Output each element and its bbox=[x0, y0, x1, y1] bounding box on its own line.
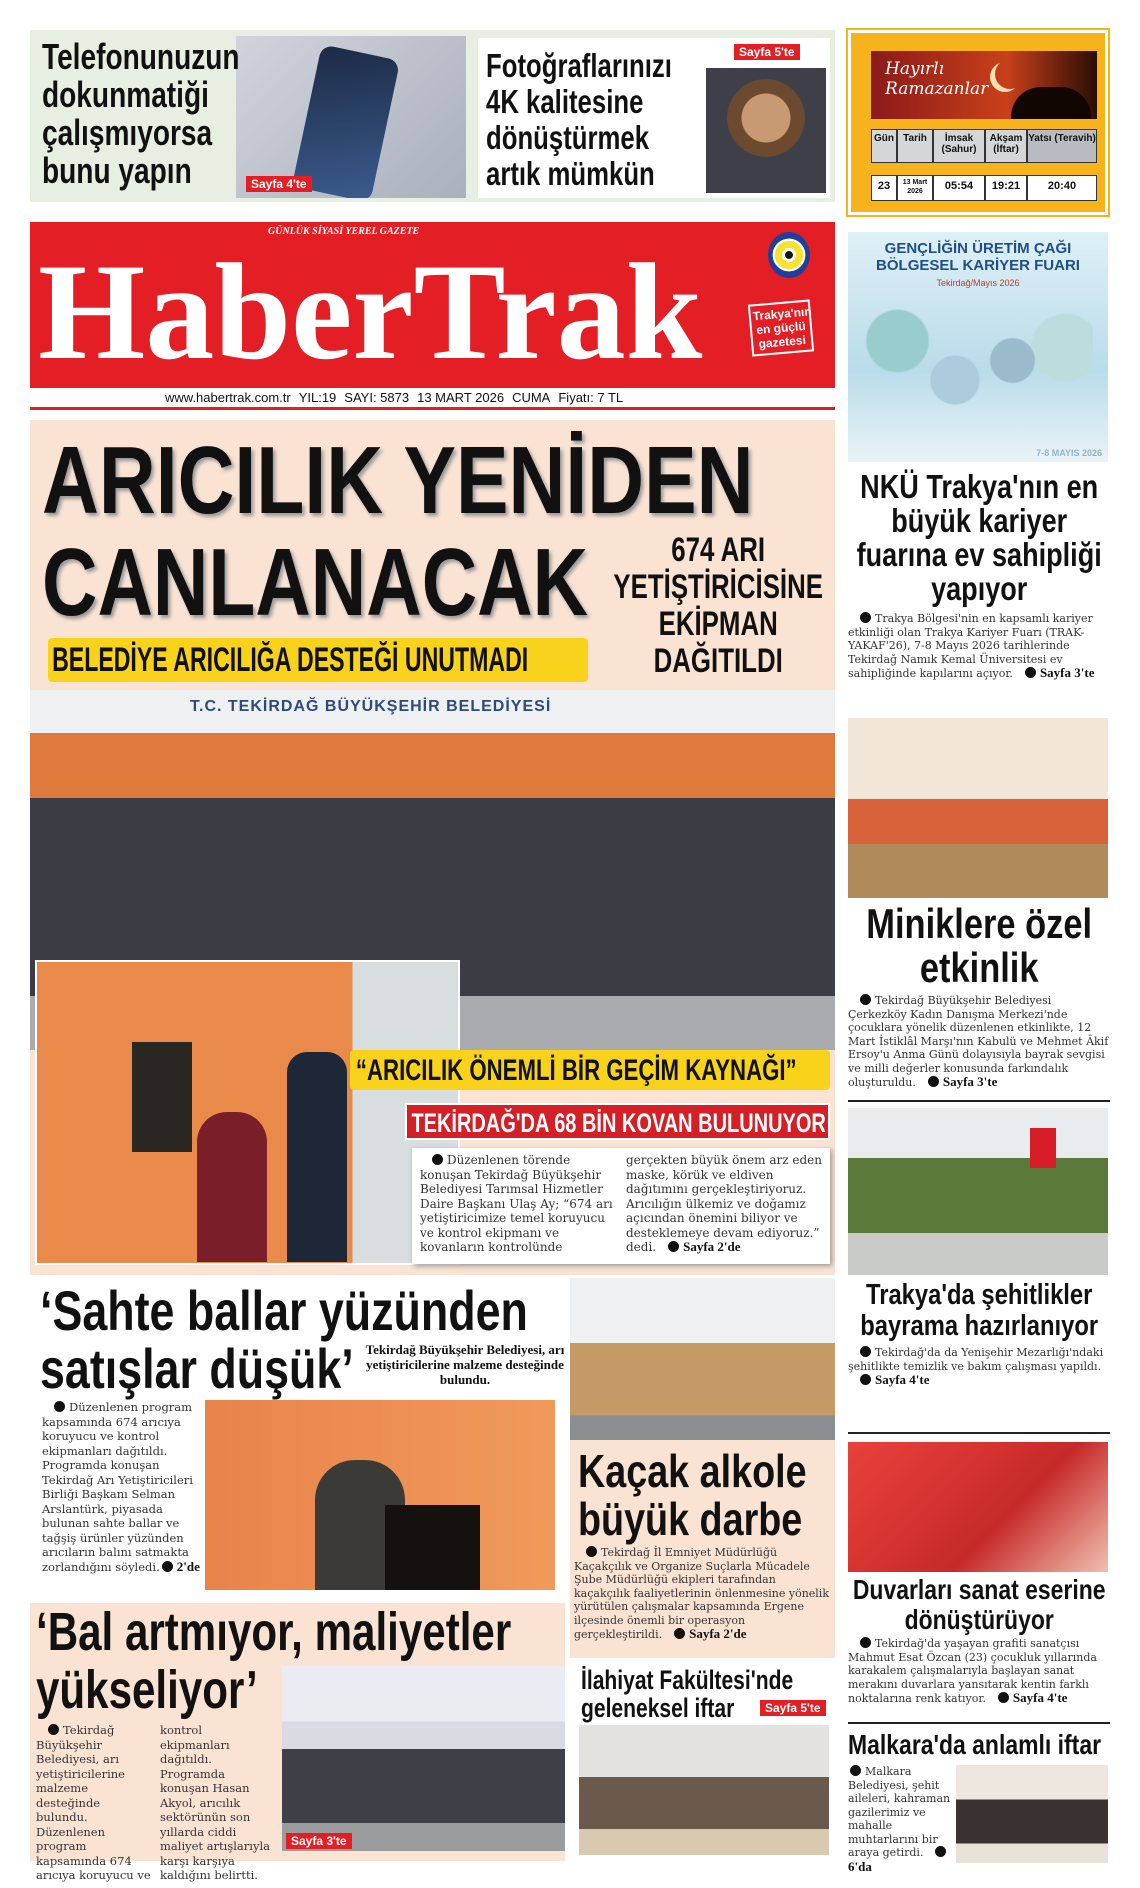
body-text: Tekirdağ Büyükşehir Belediyesi, arı yetiştiricilerine malzeme desteğinde bulundu. Düzenlenen program kapsamında 674 arıcıya koruyucu ve bbox=[36, 1723, 151, 1882]
story-headline: İlahiyat Fakültesi'nde bbox=[581, 1665, 794, 1695]
page-ref[interactable]: Sayfa 3'te bbox=[942, 1074, 998, 1089]
weekday: CUMA bbox=[512, 390, 551, 405]
bullet-icon bbox=[860, 1637, 871, 1648]
sub-band bbox=[48, 638, 588, 682]
bullet-icon bbox=[162, 1561, 173, 1572]
tagline: GÜNLÜK SİYASİ YEREL GAZETE bbox=[268, 226, 420, 237]
body-text: Trakya Bölgesi'nin en kapsamlı kariyer etkinliği olan Trakya Kariyer Fuarı (TRAK-YAKAF'26), 7-8 Mayıs 2026 tarihlerinde Tekirdağ Namık Kemal Üniversitesi ev sahipliğinde kapılarını açıyor. bbox=[848, 612, 1093, 680]
table-cell: 05:54 bbox=[933, 175, 985, 201]
evil-eye-icon bbox=[768, 232, 810, 278]
bullet-icon bbox=[860, 1346, 871, 1357]
promo-title-line: Fotoğraflarınızı bbox=[486, 47, 672, 84]
logo[interactable]: HaberTrak bbox=[38, 235, 703, 388]
ramadan-row bbox=[871, 175, 1097, 201]
iftar-photo bbox=[579, 1725, 829, 1855]
ramadan-table bbox=[871, 129, 1097, 163]
promo-photo-4k[interactable] bbox=[478, 38, 830, 198]
bullet-icon bbox=[860, 994, 871, 1005]
bullet-icon bbox=[48, 1724, 59, 1735]
table-header: Gün bbox=[871, 129, 897, 163]
crowd-photo bbox=[282, 1666, 565, 1851]
side-deck-line: YETİŞTİRİCİSİNE bbox=[613, 568, 824, 606]
masthead bbox=[30, 222, 835, 388]
story-malkara[interactable] bbox=[848, 1727, 1110, 1874]
bullet-icon bbox=[998, 1692, 1009, 1703]
table-header: Tarih bbox=[897, 129, 933, 163]
bullet-icon bbox=[935, 1846, 946, 1857]
ad-subtitle: Tekirdağ/Mayıs 2026 bbox=[936, 278, 1020, 288]
promo-page-ref[interactable]: Sayfa 4'te bbox=[246, 176, 312, 192]
ramadan-title: Ramazanlar bbox=[885, 79, 989, 99]
body-text: Tekirdağ'da yaşayan grafiti sanatçısı Mahmut Esat Özcan (23) çocukluk yıllarında karakalem çalışmalarıyla başlayan sanat merakını duvarlara yansıtarak kentin farklı noktalarına renk katıyor. bbox=[848, 1637, 1097, 1705]
table-header: Yatsı (Teravih) bbox=[1027, 129, 1097, 163]
crescent-icon bbox=[995, 59, 1025, 89]
ad-title: BÖLGESEL KARİYER FUARI bbox=[876, 257, 1080, 274]
issue-info-line bbox=[30, 388, 835, 410]
story-sehitlik[interactable] bbox=[848, 1280, 1110, 1388]
quote-text: “ARICILIK ÖNEMLİ BİR GEÇİM KAYNAĞI” bbox=[355, 1054, 797, 1087]
website-link[interactable]: www.habertrak.com.tr bbox=[165, 390, 291, 405]
story-headline: satışlar düşük’ bbox=[40, 1337, 354, 1400]
career-fair-ad[interactable] bbox=[848, 232, 1108, 462]
divider bbox=[848, 1722, 1110, 1724]
body-text: kontrol ekipmanları dağıtıldı. Programda konuşan Hasan Akyol, arıcılık sektörünün son yıllarda ciddi maliyet artışlarıyla karşı karşıya kaldığını belirtti. bbox=[160, 1723, 270, 1882]
body-text: Malkara Belediyesi, şehit aileleri, kahraman gazilerimiz ve mahalle muhtarlarını bir araya getirdi. bbox=[848, 1765, 951, 1859]
warehouse-photo bbox=[570, 1278, 835, 1440]
promo-title-line: dönüştürmek bbox=[486, 119, 650, 156]
graffiti-photo bbox=[848, 1442, 1108, 1572]
body-text: gerçekten büyük önem arz eden maske, körük ve eldiven dağıtımını gerçekleştiriyoruz. Arıcılığın ülkemiz ve doğamız açıcından önemini biliyor ve desteklemeye devam ediyoruz.” dedi. bbox=[626, 1153, 822, 1254]
promo-title-line: dokunmatiği bbox=[42, 74, 209, 115]
main-story[interactable] bbox=[30, 420, 835, 1275]
story-headline: büyük darbe bbox=[578, 1493, 803, 1545]
side-deck bbox=[608, 532, 828, 680]
bullet-icon bbox=[860, 612, 871, 623]
table-header: Akşam (İftar) bbox=[985, 129, 1027, 163]
promo-title-line: Telefonunuzun bbox=[42, 36, 240, 77]
page-ref[interactable]: Sayfa 2'de bbox=[689, 1626, 747, 1641]
issue-number: SAYI: 5873 bbox=[344, 390, 410, 405]
quote-band bbox=[350, 1050, 830, 1090]
page-ref[interactable]: Sayfa 2'de bbox=[683, 1239, 741, 1254]
story-headline: Duvarları sanat eserine dönüştürüyor bbox=[852, 1574, 1106, 1635]
story-deck: Tekirdağ Büyükşehir Belediyesi, arı yetiştiricilerine malzeme desteğinde bulundu. bbox=[365, 1342, 565, 1387]
story-headline: Malkara'da anlamlı iftar bbox=[848, 1729, 1102, 1760]
faces-illustration bbox=[863, 302, 1093, 432]
speaker-photo bbox=[205, 1400, 555, 1590]
red-bar-text: TEKİRDAĞ'DA 68 BİN KOVAN BULUNUYOR bbox=[411, 1108, 826, 1138]
promo-title-line: bunu yapın bbox=[42, 150, 192, 191]
bullet-icon bbox=[1025, 667, 1036, 678]
red-bar bbox=[405, 1103, 830, 1140]
table-header: İmsak (Sahur) bbox=[933, 129, 985, 163]
divider bbox=[848, 1432, 1110, 1434]
classroom-photo bbox=[848, 718, 1108, 898]
story-ilahiyat[interactable] bbox=[575, 1665, 833, 1860]
story-bal-artmiyor[interactable] bbox=[30, 1602, 565, 1882]
bullet-icon bbox=[850, 1765, 861, 1776]
ramadan-times-box bbox=[848, 30, 1108, 215]
promo-title-line: çalışmıyorsa bbox=[42, 112, 213, 153]
body-text: Tekirdağ Büyükşehir Belediyesi Çerkezköy Kadın Danışma Merkezi'nde çocuklara yönelik düzenlenen etkinlikte, 12 Mart İstiklâl Marşı'nın Kabulü ve Mehmet Âkif Ersoy'u Anma Günü dolayısıyla bayrak sevgisi ve milli değerler konusunda farkındalık oluşturuldu. bbox=[848, 994, 1109, 1089]
mosque-silhouette-icon bbox=[1011, 87, 1091, 119]
bullet-icon bbox=[860, 1374, 871, 1385]
story-kacak-alkol[interactable] bbox=[570, 1278, 835, 1658]
story-headline: Miniklere özel etkinlik bbox=[866, 900, 1093, 991]
body-text: Tekirdağ İl Emniyet Müdürlüğü Kaçakçılık ve Organize Suçlarla Mücadele Şube Müdürlüğü ekipleri tarafından kaçakçılık faaliyetlerinin önlenmesine yönelik yürütülen çalışmalar kapsamında Ergene ilçesinde önemli bir operasyon gerçekleştirildi. bbox=[574, 1546, 829, 1641]
story-miniklere[interactable] bbox=[848, 902, 1110, 1090]
page-ref[interactable]: Sayfa 4'te bbox=[875, 1372, 930, 1387]
body-text: Düzenlenen törende konuşan Tekirdağ Büyükşehir Belediyesi Tarımsal Hizmetler Daire Başkanı Ulaş Ay; “674 arı yetiştiricimize temel koruyucu ve kontrol ekipmanı ve kovanların kontrolünde bbox=[420, 1153, 613, 1254]
table-cell: 19:21 bbox=[985, 175, 1027, 201]
bullet-icon bbox=[928, 1076, 939, 1087]
bullet-icon bbox=[668, 1241, 679, 1252]
promo-title-line: artık mümkün bbox=[486, 155, 655, 192]
table-cell: 13 Mart 2026 bbox=[897, 175, 933, 201]
story-duvar[interactable] bbox=[848, 1575, 1110, 1706]
page-ref[interactable]: Sayfa 4'te bbox=[1012, 1690, 1068, 1705]
page-ref[interactable]: Sayfa 3'te bbox=[286, 1833, 352, 1849]
flag-icon bbox=[1030, 1128, 1056, 1168]
side-deck-line: DAĞITILDI bbox=[653, 642, 783, 680]
story-sahte-ballar[interactable] bbox=[30, 1280, 565, 1595]
slogan-badge: Trakya'nın en güçlü gazetesi bbox=[748, 299, 814, 356]
table-cell: 20:40 bbox=[1027, 175, 1097, 201]
portrait-photo bbox=[706, 68, 826, 193]
story-nku[interactable] bbox=[848, 470, 1110, 681]
side-deck-line: 674 ARI bbox=[671, 531, 766, 569]
ad-title: GENÇLİĞİN ÜRETİM ÇAĞI bbox=[884, 240, 1072, 257]
story-headline: yükseliyor’ bbox=[36, 1660, 258, 1720]
story-headline: NKÜ Trakya'nın en büyük kariyer fuarına ev sahipliği yapıyor bbox=[856, 468, 1102, 607]
bullet-icon bbox=[586, 1546, 597, 1557]
main-headline-line1: ARICILIK YENİDEN bbox=[42, 427, 754, 534]
main-headline-line2: CANLANACAK bbox=[42, 529, 589, 636]
page-ref[interactable]: Sayfa 5'te bbox=[760, 1700, 826, 1716]
main-body-box bbox=[412, 1148, 830, 1264]
story-headline: geleneksel iftar bbox=[581, 1693, 735, 1723]
ramadan-banner bbox=[871, 51, 1097, 119]
promo-page-ref[interactable]: Sayfa 5'te bbox=[734, 44, 800, 60]
story-headline: ‘Bal artmıyor, maliyetler bbox=[36, 1602, 512, 1662]
photo-banner-text: T.C. TEKİRDAĞ BÜYÜKŞEHİR BELEDİYESİ bbox=[190, 698, 552, 715]
table-cell: 23 bbox=[871, 175, 897, 201]
story-headline: ‘Sahte ballar yüzünden bbox=[40, 1279, 528, 1342]
ramadan-title: Hayırlı bbox=[885, 59, 945, 79]
ad-dates: 7-8 MAYIS 2026 bbox=[1036, 448, 1102, 458]
bullet-icon bbox=[674, 1628, 685, 1639]
story-headline: Trakya'da şehitlikler bayrama hazırlanıyor bbox=[860, 1279, 1099, 1342]
page-ref[interactable]: Sayfa 3'te bbox=[1039, 665, 1095, 680]
page-ref[interactable]: 6'da bbox=[848, 1858, 872, 1874]
bullet-icon bbox=[54, 1401, 65, 1412]
body-text: Düzenlenen program kapsamında 674 arıcıya koruyucu ve kontrol ekipmanları dağıtıldı. Programda konuşan Tekirdağ Arı Yetiştiricileri Birliği Başkanı Selman Arslantürk, piyasada bulunan sahte ballar ve tağşiş ürünler yüzünden arıcıların balını satmakta zorlandığını söyledi. bbox=[42, 1400, 193, 1574]
sub-band-text: BELEDİYE ARICILIĞA DESTEĞİ UNUTMADI bbox=[52, 641, 529, 679]
divider bbox=[848, 1100, 1110, 1102]
martyrs-cemetery-photo bbox=[848, 1108, 1108, 1275]
malkara-iftar-photo bbox=[956, 1765, 1108, 1863]
promo-title-line: 4K kalitesine bbox=[486, 83, 644, 120]
story-headline: Kaçak alkole bbox=[578, 1445, 807, 1497]
ceremony-photo bbox=[35, 960, 460, 1265]
side-deck-line: EKİPMAN bbox=[658, 605, 778, 643]
year: YIL:19 bbox=[298, 390, 337, 405]
body-text: Tekirdağ'da da Yenişehir Mezarlığı'ndaki şehitlikte temizlik ve bakım çalışması yapıldı. bbox=[848, 1346, 1104, 1373]
promo-phone[interactable] bbox=[36, 36, 466, 198]
date: 13 MART 2026 bbox=[417, 390, 505, 405]
page-ref[interactable]: 2'de bbox=[176, 1558, 200, 1574]
price: Fiyatı: 7 TL bbox=[558, 390, 624, 405]
bullet-icon bbox=[432, 1154, 443, 1165]
